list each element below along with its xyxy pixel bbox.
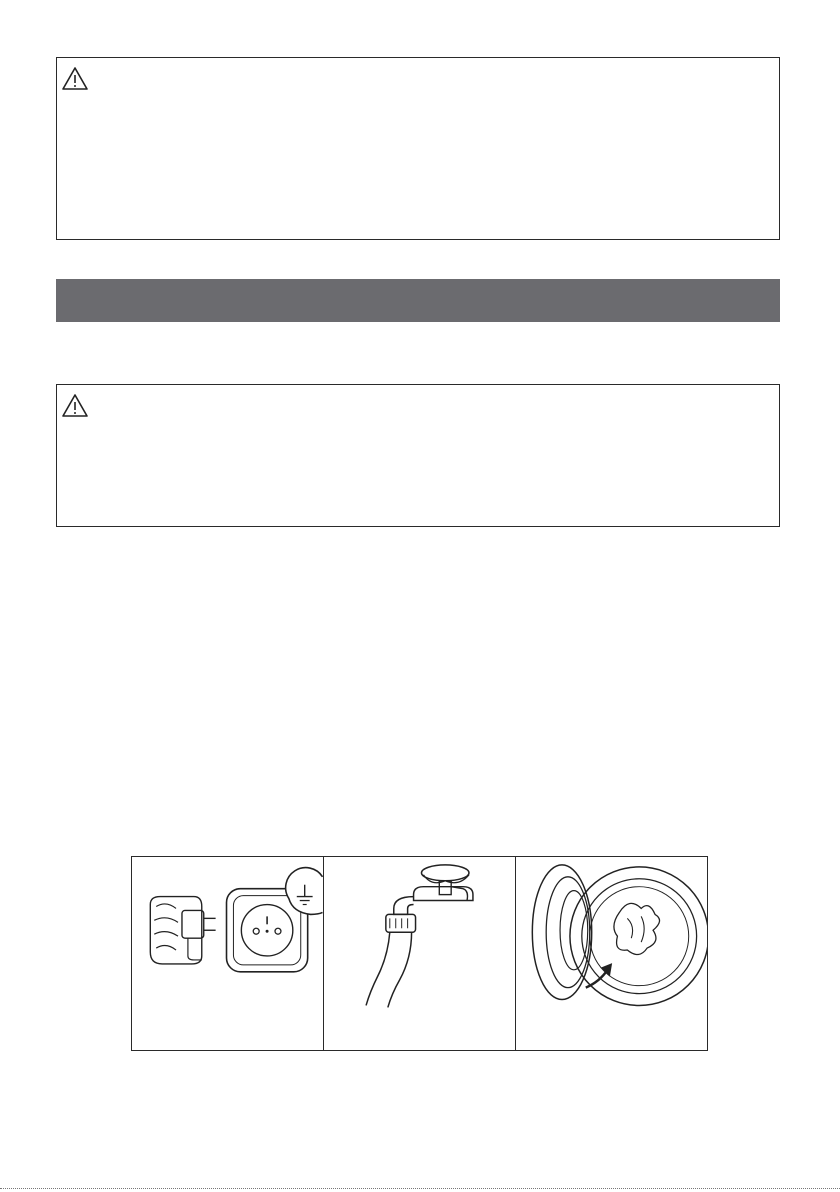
warning-box-1: [56, 57, 780, 240]
grounded-socket-plug-icon: [132, 857, 323, 1050]
warning-box-2: [56, 384, 780, 527]
figure-panel-drum: [515, 857, 707, 1050]
figure-panel-socket: [132, 857, 323, 1050]
installation-illustrations: [131, 856, 708, 1051]
drum-door-open-icon: [516, 857, 707, 1050]
figure-panel-tap: [323, 857, 515, 1050]
warning-triangle-icon: [61, 393, 89, 419]
water-tap-hose-icon: [324, 857, 515, 1050]
section-header-bar: [56, 279, 780, 322]
page-bottom-rule: [0, 1188, 840, 1189]
warning-triangle-icon: [61, 66, 89, 92]
